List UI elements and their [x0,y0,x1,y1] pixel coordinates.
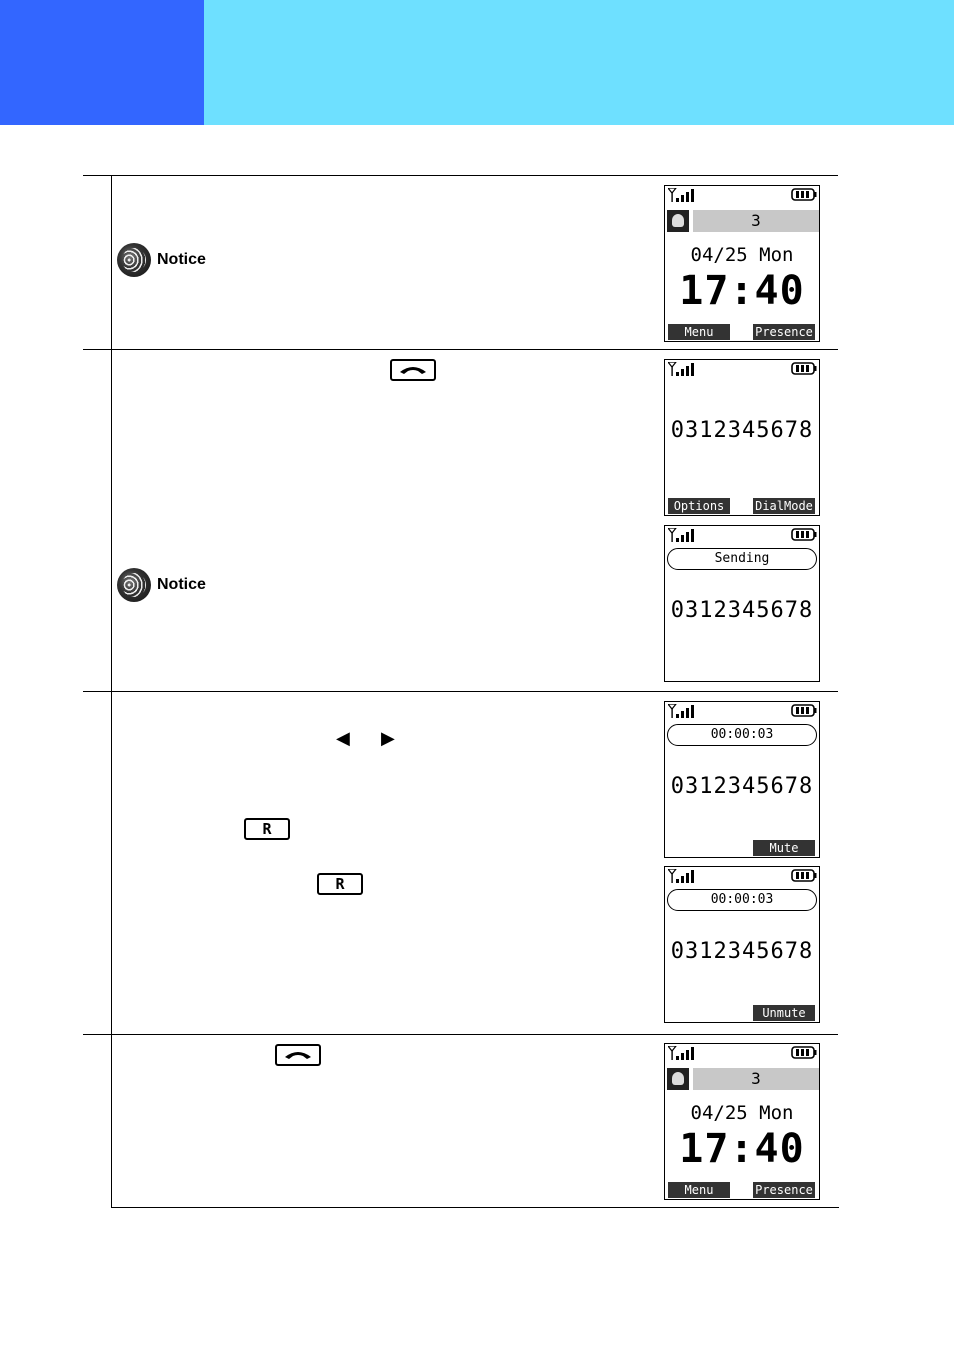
dialed-number: 0312345678 [670,598,814,623]
signal-strength-icon [668,528,700,542]
signal-strength-icon [668,704,700,718]
left-arrow-key-icon: ◀ [336,728,350,748]
table-rule [111,1207,839,1208]
status-bar [667,210,819,232]
right-arrow-key-icon: ▶ [381,728,395,748]
phone-screen-muted [664,866,820,1023]
softkey-options[interactable]: Options [668,498,730,514]
phone-screen-dialing [664,359,820,516]
battery-icon [791,1046,817,1059]
signal-strength-icon [668,869,700,883]
phone-screen-sending [664,525,820,682]
signal-strength-icon [668,362,700,376]
notice-marker [117,243,233,277]
battery-icon [791,869,817,882]
battery-icon [791,528,817,541]
standby-time: 17:40 [679,268,805,314]
softkey-menu[interactable]: Menu [668,1182,730,1198]
presence-icon [667,210,689,232]
softkey-dial-mode[interactable]: DialMode [753,498,815,514]
header-light-band [204,0,954,125]
r-key-icon: R [244,818,290,840]
call-timer: 00:00:03 [667,889,817,911]
table-rule [83,691,838,692]
connected-number: 0312345678 [670,774,814,799]
table-rule [83,175,838,176]
dialed-number: 0312345678 [670,418,814,443]
signal-strength-icon [668,1046,700,1060]
battery-icon [791,188,817,201]
battery-icon [791,704,817,717]
softkey-menu[interactable]: Menu [668,324,730,340]
table-rule [83,1034,838,1035]
phone-screen-talking [664,701,820,858]
notice-label: Notice [157,576,206,593]
header-dark-band [0,0,204,125]
table-rule [83,349,838,350]
table-column-divider [111,175,112,1208]
status-bar-number: 3 [693,210,819,232]
end-call-key-icon [390,359,436,381]
notice-icon [117,243,151,277]
battery-icon [791,362,817,375]
end-call-key-icon [275,1044,321,1066]
softkey-mute[interactable]: Mute [753,840,815,856]
softkey-presence[interactable]: Presence [753,324,815,340]
presence-icon [667,1068,689,1090]
notice-icon [117,568,151,602]
r-key-icon: R [317,873,363,895]
signal-strength-icon [668,188,700,202]
softkey-presence[interactable]: Presence [753,1182,815,1198]
standby-date: 04/25 Mon [690,1102,794,1124]
notice-marker [117,568,233,602]
call-timer: 00:00:03 [667,724,817,746]
phone-screen-standby [664,1043,820,1200]
standby-time: 17:40 [679,1126,805,1172]
standby-date: 04/25 Mon [690,244,794,266]
connected-number: 0312345678 [670,939,814,964]
status-bar [667,1068,819,1090]
phone-screen-standby [664,185,820,342]
softkey-unmute[interactable]: Unmute [753,1005,815,1021]
notice-label: Notice [157,251,206,268]
status-bar-number: 3 [693,1068,819,1090]
call-status-pill: Sending [667,548,817,570]
